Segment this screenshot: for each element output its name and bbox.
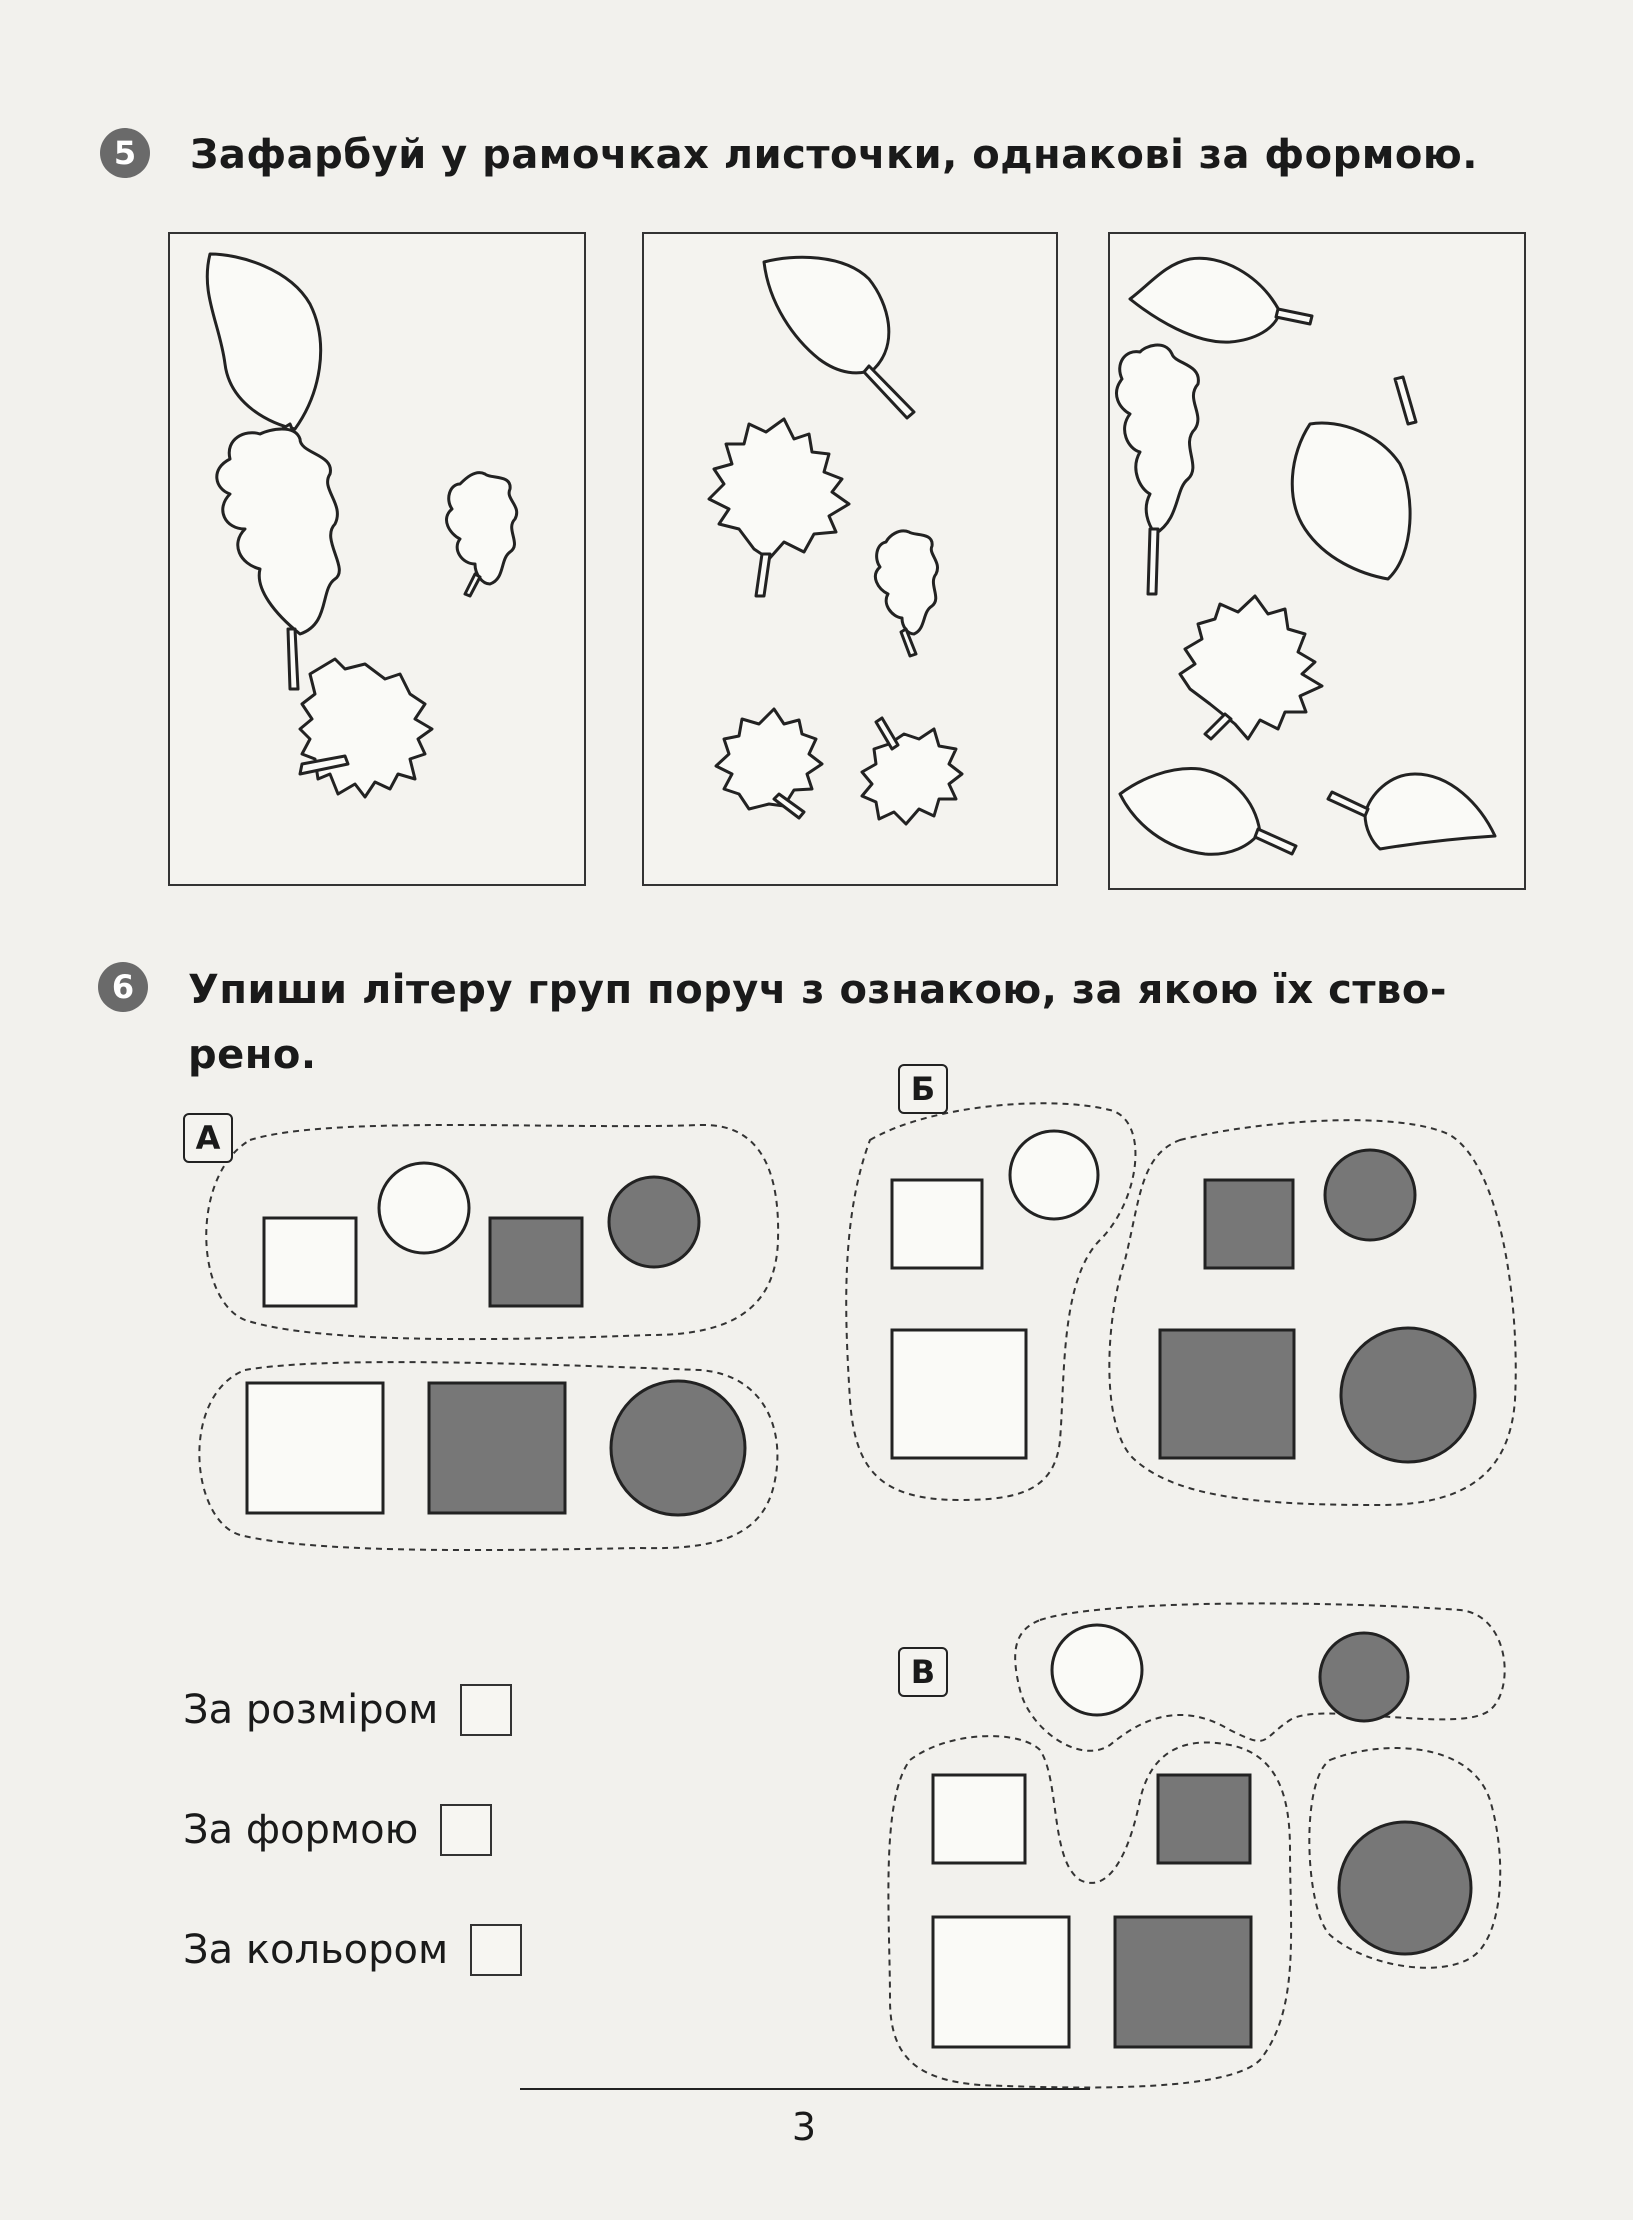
white-circle-small[interactable] bbox=[1052, 1625, 1142, 1715]
gray-circle-small[interactable] bbox=[609, 1177, 699, 1267]
maple-leaf-small-right[interactable] bbox=[862, 718, 962, 824]
group-a-outline-top bbox=[206, 1125, 778, 1339]
task-5-number: 5 bbox=[100, 128, 150, 178]
group-a-outline-bottom bbox=[199, 1362, 777, 1550]
group-c-outline-right bbox=[1309, 1748, 1500, 1968]
group-label-b: Б bbox=[898, 1064, 948, 1114]
group-b-outline-left bbox=[846, 1103, 1135, 1500]
maple-leaf[interactable] bbox=[1180, 596, 1322, 739]
gray-circle-small[interactable] bbox=[1325, 1150, 1415, 1240]
group-c-outline-top bbox=[1015, 1603, 1505, 1750]
birch-leaf-horizontal[interactable] bbox=[1130, 258, 1312, 342]
birch-leaf-bottom-left[interactable] bbox=[1120, 769, 1296, 855]
task-5-instruction: Зафарбуй у рамочках листочки, однакові за формою. bbox=[190, 132, 1478, 178]
maple-leaf-large[interactable] bbox=[709, 419, 849, 596]
answer-label-shape: За формою bbox=[183, 1807, 419, 1853]
footer-divider bbox=[520, 2088, 1090, 2090]
answer-box-size[interactable] bbox=[460, 1684, 512, 1736]
group-c-outline-bottom bbox=[888, 1736, 1291, 2087]
white-square-large[interactable] bbox=[247, 1383, 383, 1513]
gray-square-large[interactable] bbox=[1160, 1330, 1294, 1458]
gray-square-small[interactable] bbox=[1158, 1775, 1250, 1863]
leaf-frame-1 bbox=[168, 232, 586, 886]
page-number: 3 bbox=[791, 2105, 817, 2149]
birch-leaf-vertical[interactable] bbox=[1292, 377, 1416, 579]
answer-row-size bbox=[183, 1680, 512, 1740]
answer-row-shape bbox=[183, 1800, 492, 1860]
white-square-large[interactable] bbox=[892, 1330, 1026, 1458]
maple-leaf-small-left[interactable] bbox=[716, 709, 822, 818]
gray-circle-large[interactable] bbox=[1341, 1328, 1475, 1462]
gray-square-large[interactable] bbox=[429, 1383, 565, 1513]
answer-label-size: За розміром bbox=[183, 1687, 439, 1733]
group-label-a: А bbox=[183, 1113, 233, 1163]
birch-leaf-large[interactable] bbox=[764, 257, 914, 418]
white-square-small[interactable] bbox=[933, 1775, 1025, 1863]
white-square-large[interactable] bbox=[933, 1917, 1069, 2047]
gray-square-small[interactable] bbox=[490, 1218, 582, 1306]
gray-circle-large[interactable] bbox=[611, 1381, 745, 1515]
oak-leaf-small[interactable] bbox=[875, 531, 937, 656]
gray-circle-small[interactable] bbox=[1320, 1633, 1408, 1721]
answer-row-color bbox=[183, 1920, 522, 1980]
white-square-small[interactable] bbox=[892, 1180, 982, 1268]
oak-leaf-small[interactable] bbox=[447, 473, 517, 596]
answer-label-color: За кольором bbox=[183, 1927, 449, 1973]
white-square-small[interactable] bbox=[264, 1218, 356, 1306]
task-6-number: 6 bbox=[98, 962, 148, 1012]
task-6-instruction-line2: рено. bbox=[188, 1032, 317, 1078]
group-b-outline-right bbox=[1109, 1120, 1515, 1505]
oak-leaf-large[interactable] bbox=[1117, 345, 1199, 594]
answer-box-color[interactable] bbox=[470, 1924, 522, 1976]
white-circle-small[interactable] bbox=[379, 1163, 469, 1253]
white-circle-small[interactable] bbox=[1010, 1131, 1098, 1219]
gray-square-large[interactable] bbox=[1115, 1917, 1251, 2047]
leaf-frame-2 bbox=[642, 232, 1058, 886]
task-6-instruction-line1: Упиши літеру груп поруч з ознакою, за якою їх ство- bbox=[188, 967, 1447, 1013]
oak-leaf-large[interactable] bbox=[217, 429, 340, 689]
leaf-frame-3 bbox=[1108, 232, 1526, 890]
group-label-c: В bbox=[898, 1647, 948, 1697]
answer-box-shape[interactable] bbox=[440, 1804, 492, 1856]
birch-leaf-bottom-right[interactable] bbox=[1328, 774, 1495, 849]
gray-circle-large[interactable] bbox=[1339, 1822, 1471, 1954]
gray-square-small[interactable] bbox=[1205, 1180, 1293, 1268]
maple-leaf[interactable] bbox=[300, 659, 432, 797]
